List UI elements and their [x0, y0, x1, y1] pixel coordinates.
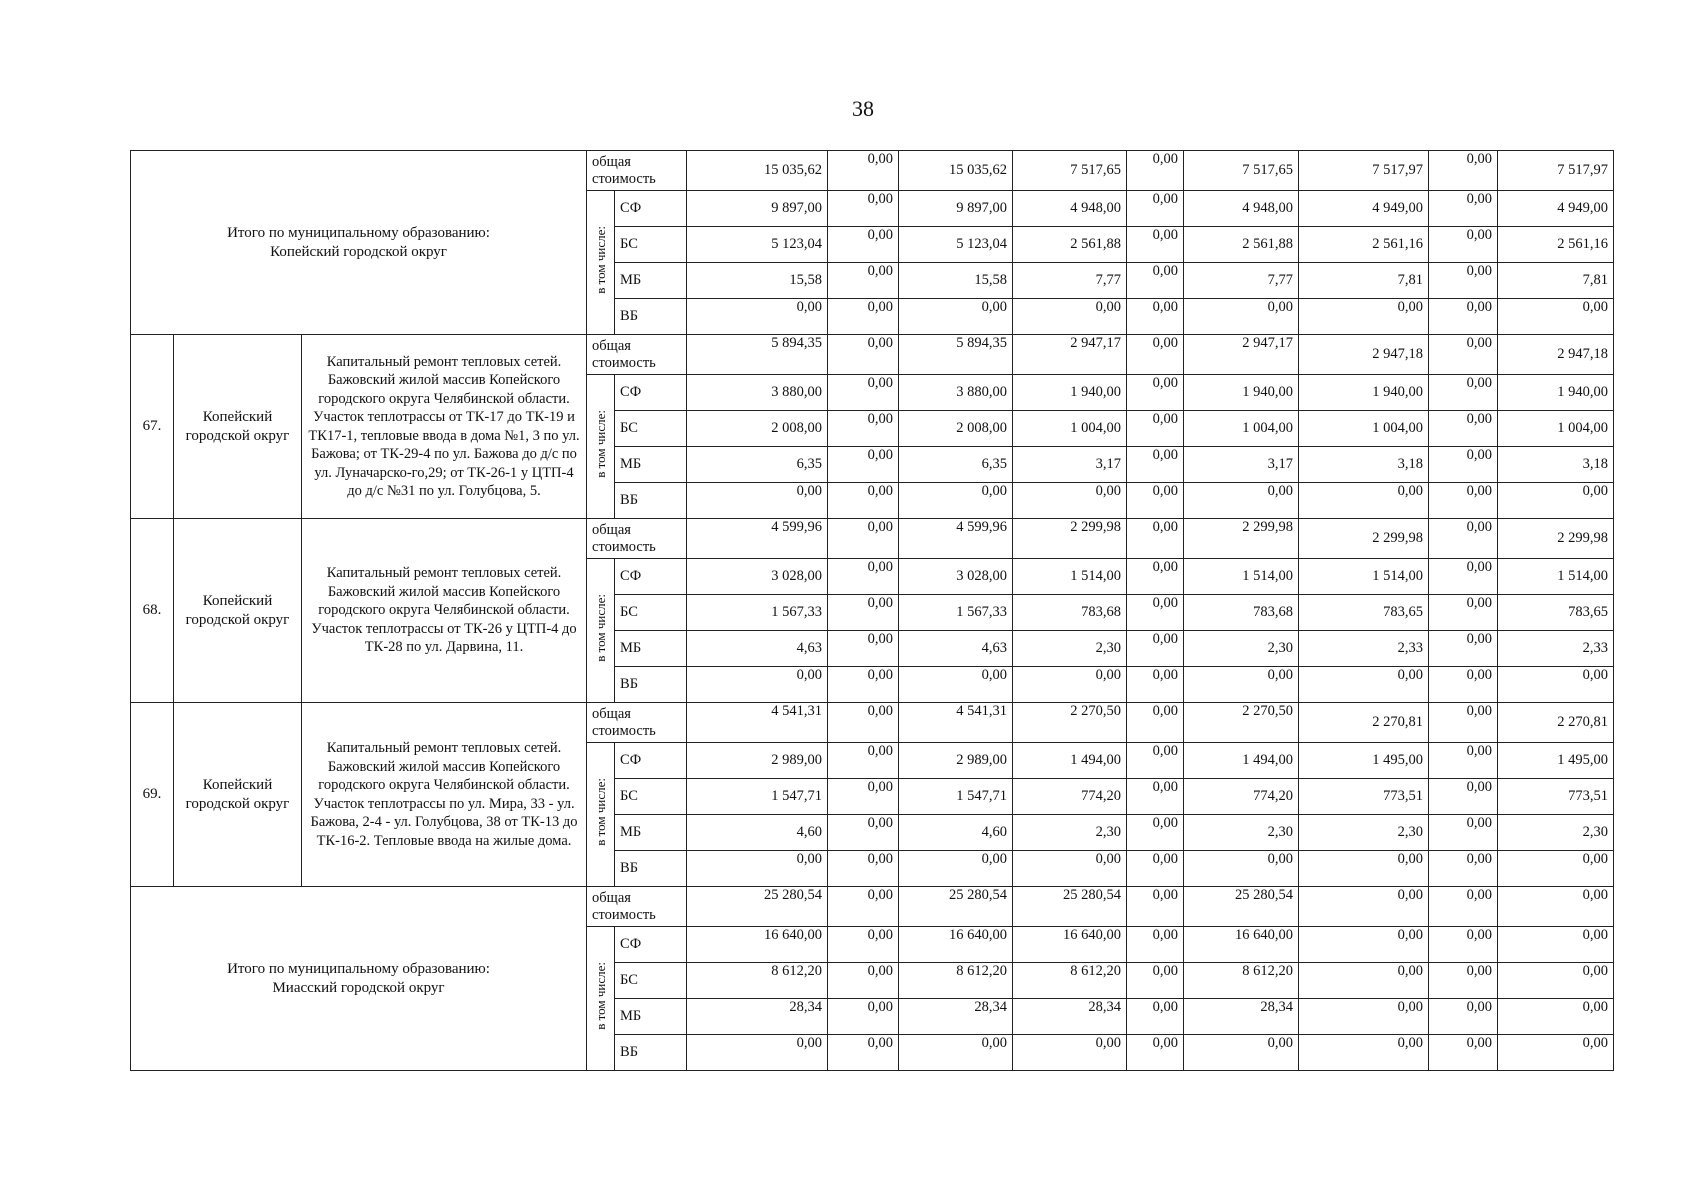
value-cell: 0,00	[1127, 963, 1184, 999]
value-cell: 2,33	[1299, 631, 1429, 667]
including-label	[587, 743, 615, 887]
value-cell: 15 035,62	[687, 151, 828, 191]
value-cell: 0,00	[899, 851, 1013, 887]
value-cell: 1 567,33	[899, 595, 1013, 631]
value-cell: 0,00	[1299, 299, 1429, 335]
value-cell: 1 004,00	[1013, 411, 1127, 447]
value-cell: 0,00	[1184, 299, 1299, 335]
value-cell: 0,00	[687, 1035, 828, 1071]
value-cell: 0,00	[1429, 779, 1498, 815]
value-cell: 2 947,18	[1299, 335, 1429, 375]
value-cell: 774,20	[1013, 779, 1127, 815]
funding-source: МБ	[615, 447, 687, 483]
value-cell: 9 897,00	[899, 191, 1013, 227]
value-cell: 783,68	[1184, 595, 1299, 631]
value-cell: 2 270,50	[1013, 703, 1127, 743]
including-label	[587, 927, 615, 1071]
value-cell: 25 280,54	[687, 887, 828, 927]
value-cell: 0,00	[899, 483, 1013, 519]
table-row	[131, 703, 1614, 743]
value-cell: 0,00	[1498, 299, 1614, 335]
value-cell: 0,00	[1013, 1035, 1127, 1071]
value-cell: 7 517,65	[1184, 151, 1299, 191]
value-cell: 0,00	[1127, 375, 1184, 411]
value-cell: 0,00	[1127, 631, 1184, 667]
value-cell: 1 004,00	[1184, 411, 1299, 447]
value-cell: 1 495,00	[1498, 743, 1614, 779]
value-cell: 0,00	[1013, 483, 1127, 519]
value-cell: 0,00	[1429, 335, 1498, 375]
value-cell: 7,81	[1299, 263, 1429, 299]
value-cell: 4,60	[899, 815, 1013, 851]
value-cell: 0,00	[1127, 667, 1184, 703]
value-cell: 2,30	[1184, 815, 1299, 851]
value-cell: 0,00	[1127, 263, 1184, 299]
value-cell: 773,51	[1299, 779, 1429, 815]
value-cell: 0,00	[1127, 851, 1184, 887]
value-cell: 4,60	[687, 815, 828, 851]
value-cell: 2 947,18	[1498, 335, 1614, 375]
value-cell: 1 514,00	[1498, 559, 1614, 595]
value-cell: 0,00	[1127, 335, 1184, 375]
value-cell: 1 940,00	[1184, 375, 1299, 411]
value-cell: 0,00	[1498, 887, 1614, 927]
value-cell: 16 640,00	[899, 927, 1013, 963]
value-cell: 0,00	[828, 191, 899, 227]
value-cell: 0,00	[1429, 703, 1498, 743]
value-cell: 5 894,35	[687, 335, 828, 375]
including-label	[587, 559, 615, 703]
value-cell: 0,00	[1013, 299, 1127, 335]
value-cell: 2,30	[1498, 815, 1614, 851]
value-cell: 1 547,71	[687, 779, 828, 815]
funding-source: МБ	[615, 815, 687, 851]
funding-source: ВБ	[615, 299, 687, 335]
value-cell: 773,51	[1498, 779, 1614, 815]
funding-source: БС	[615, 963, 687, 999]
value-cell: 0,00	[828, 299, 899, 335]
value-cell: 3 880,00	[687, 375, 828, 411]
including-label	[587, 191, 615, 335]
value-cell: 0,00	[899, 667, 1013, 703]
value-cell: 774,20	[1184, 779, 1299, 815]
funding-source: МБ	[615, 999, 687, 1035]
table-row	[131, 887, 1614, 927]
value-cell: 0,00	[1127, 559, 1184, 595]
value-cell: 2 299,98	[1498, 519, 1614, 559]
value-cell: 0,00	[1127, 595, 1184, 631]
value-cell: 2,33	[1498, 631, 1614, 667]
funding-source: СФ	[615, 559, 687, 595]
value-cell: 15,58	[687, 263, 828, 299]
funding-source: ВБ	[615, 483, 687, 519]
value-cell: 0,00	[828, 483, 899, 519]
value-cell: 3,17	[1184, 447, 1299, 483]
value-cell: 2 561,88	[1013, 227, 1127, 263]
value-cell: 2 008,00	[687, 411, 828, 447]
value-cell: 0,00	[1429, 1035, 1498, 1071]
value-cell: 1 514,00	[1013, 559, 1127, 595]
value-cell: 0,00	[1127, 1035, 1184, 1071]
value-cell: 28,34	[1184, 999, 1299, 1035]
value-cell: 1 004,00	[1299, 411, 1429, 447]
value-cell: 7,77	[1013, 263, 1127, 299]
value-cell: 1 940,00	[1299, 375, 1429, 411]
value-cell: 4 599,96	[899, 519, 1013, 559]
value-cell: 16 640,00	[1184, 927, 1299, 963]
value-cell: 2,30	[1013, 631, 1127, 667]
value-cell: 2,30	[1299, 815, 1429, 851]
value-cell: 7 517,65	[1013, 151, 1127, 191]
value-cell: 0,00	[1429, 595, 1498, 631]
value-cell: 16 640,00	[687, 927, 828, 963]
value-cell: 25 280,54	[1184, 887, 1299, 927]
value-cell: 2 561,16	[1498, 227, 1614, 263]
value-cell: 0,00	[828, 375, 899, 411]
object-number: 68.	[131, 519, 174, 703]
value-cell: 2 008,00	[899, 411, 1013, 447]
cost-kind-label: общая стоимость	[587, 151, 687, 191]
funding-source: БС	[615, 595, 687, 631]
value-cell: 0,00	[828, 263, 899, 299]
value-cell: 0,00	[1127, 815, 1184, 851]
value-cell: 0,00	[828, 227, 899, 263]
value-cell: 2 561,88	[1184, 227, 1299, 263]
value-cell: 2,30	[1013, 815, 1127, 851]
value-cell: 2,30	[1184, 631, 1299, 667]
funding-source: БС	[615, 779, 687, 815]
value-cell: 7,81	[1498, 263, 1614, 299]
page-number: 38	[852, 96, 874, 121]
table-row	[131, 151, 1614, 191]
value-cell: 783,65	[1299, 595, 1429, 631]
value-cell: 0,00	[1498, 963, 1614, 999]
value-cell: 0,00	[828, 779, 899, 815]
value-cell: 1 547,71	[899, 779, 1013, 815]
value-cell: 16 640,00	[1013, 927, 1127, 963]
value-cell: 6,35	[687, 447, 828, 483]
value-cell: 15 035,62	[899, 151, 1013, 191]
value-cell: 3 880,00	[899, 375, 1013, 411]
cost-kind-label: общая стоимость	[587, 887, 687, 927]
value-cell: 4 948,00	[1013, 191, 1127, 227]
value-cell: 25 280,54	[1013, 887, 1127, 927]
value-cell: 0,00	[828, 999, 899, 1035]
value-cell: 0,00	[828, 927, 899, 963]
value-cell: 0,00	[1429, 519, 1498, 559]
value-cell: 2 989,00	[687, 743, 828, 779]
value-cell: 8 612,20	[1184, 963, 1299, 999]
value-cell: 1 494,00	[1184, 743, 1299, 779]
value-cell: 0,00	[1429, 227, 1498, 263]
value-cell: 0,00	[828, 703, 899, 743]
value-cell: 2 299,98	[1013, 519, 1127, 559]
value-cell: 0,00	[1299, 1035, 1429, 1071]
funding-source: СФ	[615, 191, 687, 227]
object-number: 67.	[131, 335, 174, 519]
value-cell: 2 299,98	[1299, 519, 1429, 559]
value-cell: 783,65	[1498, 595, 1614, 631]
value-cell: 0,00	[1127, 191, 1184, 227]
value-cell: 1 494,00	[1013, 743, 1127, 779]
municipality: Копейский городской округ	[174, 519, 302, 703]
value-cell: 7,77	[1184, 263, 1299, 299]
value-cell: 3,17	[1013, 447, 1127, 483]
value-cell: 0,00	[1429, 447, 1498, 483]
value-cell: 4 599,96	[687, 519, 828, 559]
value-cell: 0,00	[828, 851, 899, 887]
value-cell: 0,00	[1127, 927, 1184, 963]
value-cell: 0,00	[1498, 483, 1614, 519]
value-cell: 0,00	[1429, 191, 1498, 227]
funding-source: БС	[615, 227, 687, 263]
value-cell: 0,00	[1184, 667, 1299, 703]
value-cell: 0,00	[828, 887, 899, 927]
value-cell: 0,00	[1127, 447, 1184, 483]
cost-kind-label: общая стоимость	[587, 519, 687, 559]
value-cell: 0,00	[828, 335, 899, 375]
value-cell: 28,34	[1013, 999, 1127, 1035]
object-description: Капитальный ремонт тепловых сетей. Бажовский жилой массив Копейского городского округа Челябинской области. Участок теплотрассы от ТК-17 до ТК-19 и ТК17-1, тепловые ввода в дома №1, 3 по ул. Бажова; от ТК-29-4 по ул. Бажова до д/с по ул. Луначарско-го,29; от ТК-26-1 у ЦТП-4 до д/с №31 по ул. Голубцова, 5.	[302, 335, 587, 519]
funding-source: БС	[615, 411, 687, 447]
value-cell: 4,63	[687, 631, 828, 667]
value-cell: 25 280,54	[899, 887, 1013, 927]
value-cell: 0,00	[828, 963, 899, 999]
value-cell: 4 541,31	[687, 703, 828, 743]
value-cell: 0,00	[1429, 743, 1498, 779]
value-cell: 0,00	[1127, 779, 1184, 815]
value-cell: 0,00	[1498, 667, 1614, 703]
value-cell: 0,00	[828, 815, 899, 851]
value-cell: 0,00	[1299, 483, 1429, 519]
value-cell: 0,00	[1127, 299, 1184, 335]
value-cell: 0,00	[1013, 667, 1127, 703]
including-label-text: в том числе:	[592, 778, 608, 846]
value-cell: 5 123,04	[687, 227, 828, 263]
value-cell: 0,00	[828, 519, 899, 559]
value-cell: 0,00	[1429, 927, 1498, 963]
budget-table	[130, 150, 1614, 1071]
value-cell: 15,58	[899, 263, 1013, 299]
value-cell: 2 270,81	[1299, 703, 1429, 743]
value-cell: 3,18	[1299, 447, 1429, 483]
value-cell: 0,00	[828, 411, 899, 447]
value-cell: 2 270,81	[1498, 703, 1614, 743]
value-cell: 0,00	[1127, 999, 1184, 1035]
value-cell: 0,00	[1127, 411, 1184, 447]
object-description: Капитальный ремонт тепловых сетей. Бажовский жилой массив Копейского городского округа Челябинской области. Участок теплотрассы от ТК-26 у ЦТП-4 до ТК-28 по ул. Дарвина, 11.	[302, 519, 587, 703]
value-cell: 3 028,00	[899, 559, 1013, 595]
value-cell: 0,00	[1429, 559, 1498, 595]
value-cell: 0,00	[1429, 263, 1498, 299]
value-cell: 0,00	[1299, 667, 1429, 703]
value-cell: 0,00	[1127, 887, 1184, 927]
funding-source: СФ	[615, 743, 687, 779]
value-cell: 5 894,35	[899, 335, 1013, 375]
value-cell: 0,00	[1498, 1035, 1614, 1071]
value-cell: 4 541,31	[899, 703, 1013, 743]
value-cell: 4,63	[899, 631, 1013, 667]
value-cell: 0,00	[1429, 815, 1498, 851]
value-cell: 2 561,16	[1299, 227, 1429, 263]
block-total-title: Итого по муниципальному образованию: Миасский городской округ	[131, 887, 587, 1071]
value-cell: 2 989,00	[899, 743, 1013, 779]
value-cell: 2 947,17	[1184, 335, 1299, 375]
block-total-title: Итого по муниципальному образованию: Копейский городской округ	[131, 151, 587, 335]
value-cell: 0,00	[1127, 743, 1184, 779]
value-cell: 0,00	[1429, 851, 1498, 887]
value-cell: 0,00	[828, 631, 899, 667]
value-cell: 0,00	[1429, 999, 1498, 1035]
including-label-text: в том числе:	[592, 962, 608, 1030]
value-cell: 0,00	[1429, 963, 1498, 999]
municipality: Копейский городской округ	[174, 703, 302, 887]
value-cell: 0,00	[1299, 887, 1429, 927]
value-cell: 2 947,17	[1013, 335, 1127, 375]
value-cell: 0,00	[1429, 483, 1498, 519]
value-cell: 0,00	[1127, 227, 1184, 263]
value-cell: 4 949,00	[1299, 191, 1429, 227]
value-cell: 0,00	[899, 1035, 1013, 1071]
value-cell: 0,00	[1498, 927, 1614, 963]
funding-source: СФ	[615, 927, 687, 963]
cost-kind-label: общая стоимость	[587, 703, 687, 743]
value-cell: 8 612,20	[687, 963, 828, 999]
object-description: Капитальный ремонт тепловых сетей. Бажовский жилой массив Копейского городского округа Челябинской области. Участок теплотрассы по ул. Мира, 33 - ул. Бажова, 2-4 - ул. Голубцова, 38 от ТК-13 до ТК-16-2. Тепловые ввода на жилые дома.	[302, 703, 587, 887]
value-cell: 0,00	[1127, 483, 1184, 519]
including-label	[587, 375, 615, 519]
value-cell: 0,00	[1013, 851, 1127, 887]
value-cell: 0,00	[828, 667, 899, 703]
funding-source: МБ	[615, 263, 687, 299]
value-cell: 2 270,50	[1184, 703, 1299, 743]
value-cell: 0,00	[828, 743, 899, 779]
value-cell: 0,00	[1429, 667, 1498, 703]
value-cell: 0,00	[1299, 963, 1429, 999]
value-cell: 1 495,00	[1299, 743, 1429, 779]
value-cell: 0,00	[899, 299, 1013, 335]
value-cell: 0,00	[828, 447, 899, 483]
value-cell: 0,00	[1429, 887, 1498, 927]
value-cell: 0,00	[1127, 151, 1184, 191]
value-cell: 0,00	[687, 851, 828, 887]
value-cell: 0,00	[1184, 1035, 1299, 1071]
value-cell: 3,18	[1498, 447, 1614, 483]
funding-source: ВБ	[615, 851, 687, 887]
value-cell: 28,34	[899, 999, 1013, 1035]
cost-kind-label: общая стоимость	[587, 335, 687, 375]
funding-source: ВБ	[615, 667, 687, 703]
value-cell: 0,00	[1429, 375, 1498, 411]
value-cell: 1 004,00	[1498, 411, 1614, 447]
value-cell: 0,00	[828, 1035, 899, 1071]
object-number: 69.	[131, 703, 174, 887]
value-cell: 0,00	[1127, 519, 1184, 559]
value-cell: 0,00	[1184, 851, 1299, 887]
funding-source: СФ	[615, 375, 687, 411]
value-cell: 0,00	[687, 667, 828, 703]
value-cell: 0,00	[687, 299, 828, 335]
value-cell: 0,00	[1299, 999, 1429, 1035]
including-label-text: в том числе:	[592, 594, 608, 662]
value-cell: 1 940,00	[1013, 375, 1127, 411]
value-cell: 0,00	[1429, 631, 1498, 667]
value-cell: 0,00	[1498, 851, 1614, 887]
municipality: Копейский городской округ	[174, 335, 302, 519]
value-cell: 1 940,00	[1498, 375, 1614, 411]
value-cell: 0,00	[1429, 299, 1498, 335]
value-cell: 8 612,20	[1013, 963, 1127, 999]
value-cell: 0,00	[687, 483, 828, 519]
funding-source: ВБ	[615, 1035, 687, 1071]
value-cell: 783,68	[1013, 595, 1127, 631]
value-cell: 0,00	[1184, 483, 1299, 519]
value-cell: 0,00	[1498, 999, 1614, 1035]
value-cell: 9 897,00	[687, 191, 828, 227]
value-cell: 4 949,00	[1498, 191, 1614, 227]
value-cell: 0,00	[828, 595, 899, 631]
value-cell: 1 567,33	[687, 595, 828, 631]
including-label-text: в том числе:	[592, 226, 608, 294]
value-cell: 0,00	[828, 559, 899, 595]
including-label-text: в том числе:	[592, 410, 608, 478]
value-cell: 5 123,04	[899, 227, 1013, 263]
value-cell: 0,00	[1127, 703, 1184, 743]
value-cell: 1 514,00	[1184, 559, 1299, 595]
value-cell: 0,00	[828, 151, 899, 191]
value-cell: 0,00	[1299, 851, 1429, 887]
value-cell: 1 514,00	[1299, 559, 1429, 595]
value-cell: 7 517,97	[1498, 151, 1614, 191]
value-cell: 28,34	[687, 999, 828, 1035]
value-cell: 8 612,20	[899, 963, 1013, 999]
value-cell: 0,00	[1429, 411, 1498, 447]
value-cell: 4 948,00	[1184, 191, 1299, 227]
value-cell: 6,35	[899, 447, 1013, 483]
value-cell: 7 517,97	[1299, 151, 1429, 191]
table-row	[131, 519, 1614, 559]
value-cell: 0,00	[1429, 151, 1498, 191]
funding-source: МБ	[615, 631, 687, 667]
value-cell: 2 299,98	[1184, 519, 1299, 559]
value-cell: 0,00	[1299, 927, 1429, 963]
value-cell: 3 028,00	[687, 559, 828, 595]
table-row	[131, 335, 1614, 375]
